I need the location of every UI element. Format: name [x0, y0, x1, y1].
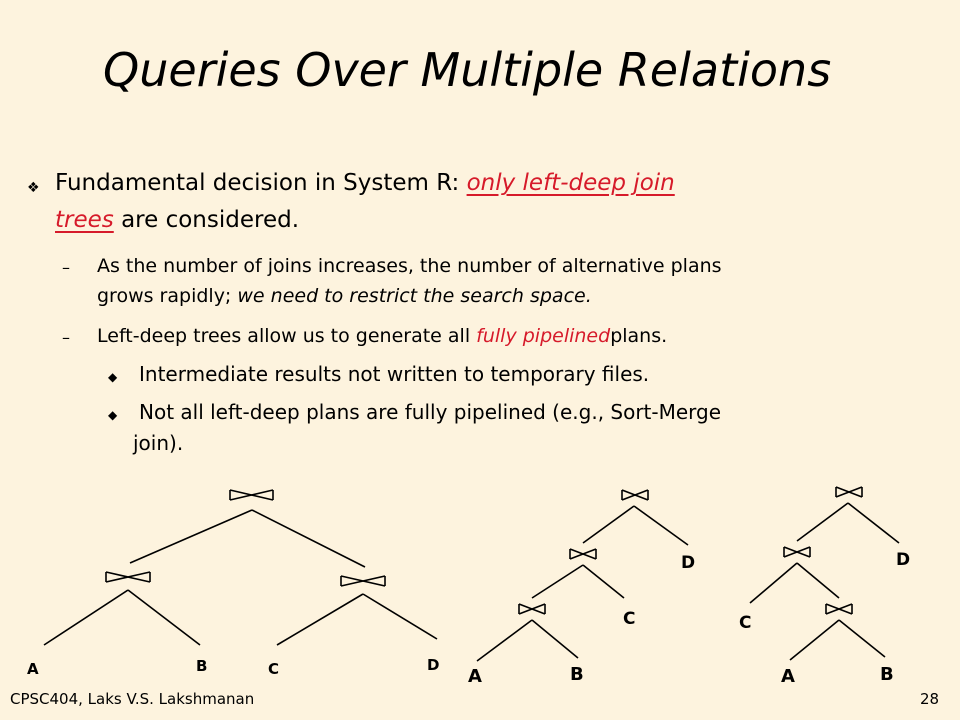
- tree-edge: [128, 590, 200, 645]
- leaf-label-b: B: [570, 664, 584, 685]
- sub-item-2-line-1: Not all left-deep plans are fully pipelined (e.g., Sort-Merge: [139, 400, 722, 424]
- tree-edge: [583, 506, 634, 543]
- tree-edge: [583, 565, 624, 598]
- bullet-1-text-end: are considered.: [121, 207, 300, 233]
- sub-bullet-2-text-end: plans.: [610, 325, 668, 347]
- tree-edge: [634, 506, 688, 545]
- left-deep-join-tree: [477, 490, 688, 661]
- tree-edge: [130, 510, 252, 563]
- leaf-label-a: A: [468, 666, 482, 687]
- tree-edge: [532, 620, 578, 658]
- leaf-label-d: D: [681, 553, 696, 573]
- leaf-label-b: B: [880, 664, 894, 685]
- dash-marker: –: [62, 258, 70, 277]
- leaf-label-a: A: [781, 666, 795, 687]
- sub-item-1-text: Intermediate results not written to temporary files.: [139, 362, 650, 386]
- leaf-label-a: A: [27, 660, 39, 678]
- leaf-label-d: D: [896, 550, 911, 570]
- join-icon: [519, 604, 545, 614]
- tree-edge: [477, 620, 532, 661]
- tree-edge: [252, 510, 365, 567]
- leaf-label-c: C: [739, 613, 752, 633]
- leaf-label-c: C: [268, 660, 280, 678]
- slide-number: 28: [920, 690, 940, 708]
- footer-course-label: CPSC404, Laks V.S. Lakshmanan: [10, 690, 255, 708]
- join-icon: [230, 490, 273, 500]
- mixed-join-tree: [750, 487, 899, 660]
- tree-edge: [797, 563, 839, 598]
- dash-marker: –: [62, 328, 70, 347]
- tree-edge: [277, 594, 363, 645]
- sub-bullet-1-emphasis: we need to restrict the search space.: [237, 285, 592, 307]
- sub-bullet-1-line-1: As the number of joins increases, the number of alternative plans: [97, 255, 722, 277]
- join-icon: [106, 572, 150, 582]
- bullet-1-text: Fundamental decision in System R:: [55, 170, 460, 196]
- tree-edge: [750, 563, 797, 603]
- join-icon: [622, 490, 648, 500]
- join-icon: [341, 576, 385, 586]
- leaf-label-b: B: [196, 657, 208, 675]
- tree-edge: [790, 620, 839, 660]
- sub-bullet-2-text: Left-deep trees allow us to generate all: [97, 325, 471, 347]
- join-icon: [570, 549, 596, 559]
- diamond-bullet-icon: ◆: [108, 408, 118, 422]
- tree-edge: [839, 620, 885, 657]
- sub-bullet-2-emphasis: fully pipelined: [476, 325, 611, 347]
- tree-edge: [363, 594, 437, 639]
- join-icon: [836, 487, 862, 497]
- tree-edge: [44, 590, 128, 645]
- sub-item-2-line-2-text: join).: [133, 431, 184, 455]
- tree-edge: [532, 565, 583, 598]
- tree-edge: [848, 503, 899, 543]
- tree-edge: [797, 503, 848, 541]
- join-icon: [826, 604, 852, 614]
- bullet-1-emphasis-2: trees: [55, 207, 114, 233]
- leaf-label-d: D: [427, 656, 440, 674]
- bullet-1-emphasis-1: only left-deep join: [466, 170, 675, 196]
- slide-title: Queries Over Multiple Relations: [103, 43, 832, 97]
- join-icon: [784, 547, 810, 557]
- sub-bullet-1-text: grows rapidly;: [97, 285, 232, 307]
- diamond-bullet-icon: ◆: [108, 370, 118, 384]
- bullet-marker-icon: ❖: [27, 180, 40, 196]
- bushy-join-tree: [44, 490, 437, 645]
- leaf-label-c: C: [623, 609, 636, 629]
